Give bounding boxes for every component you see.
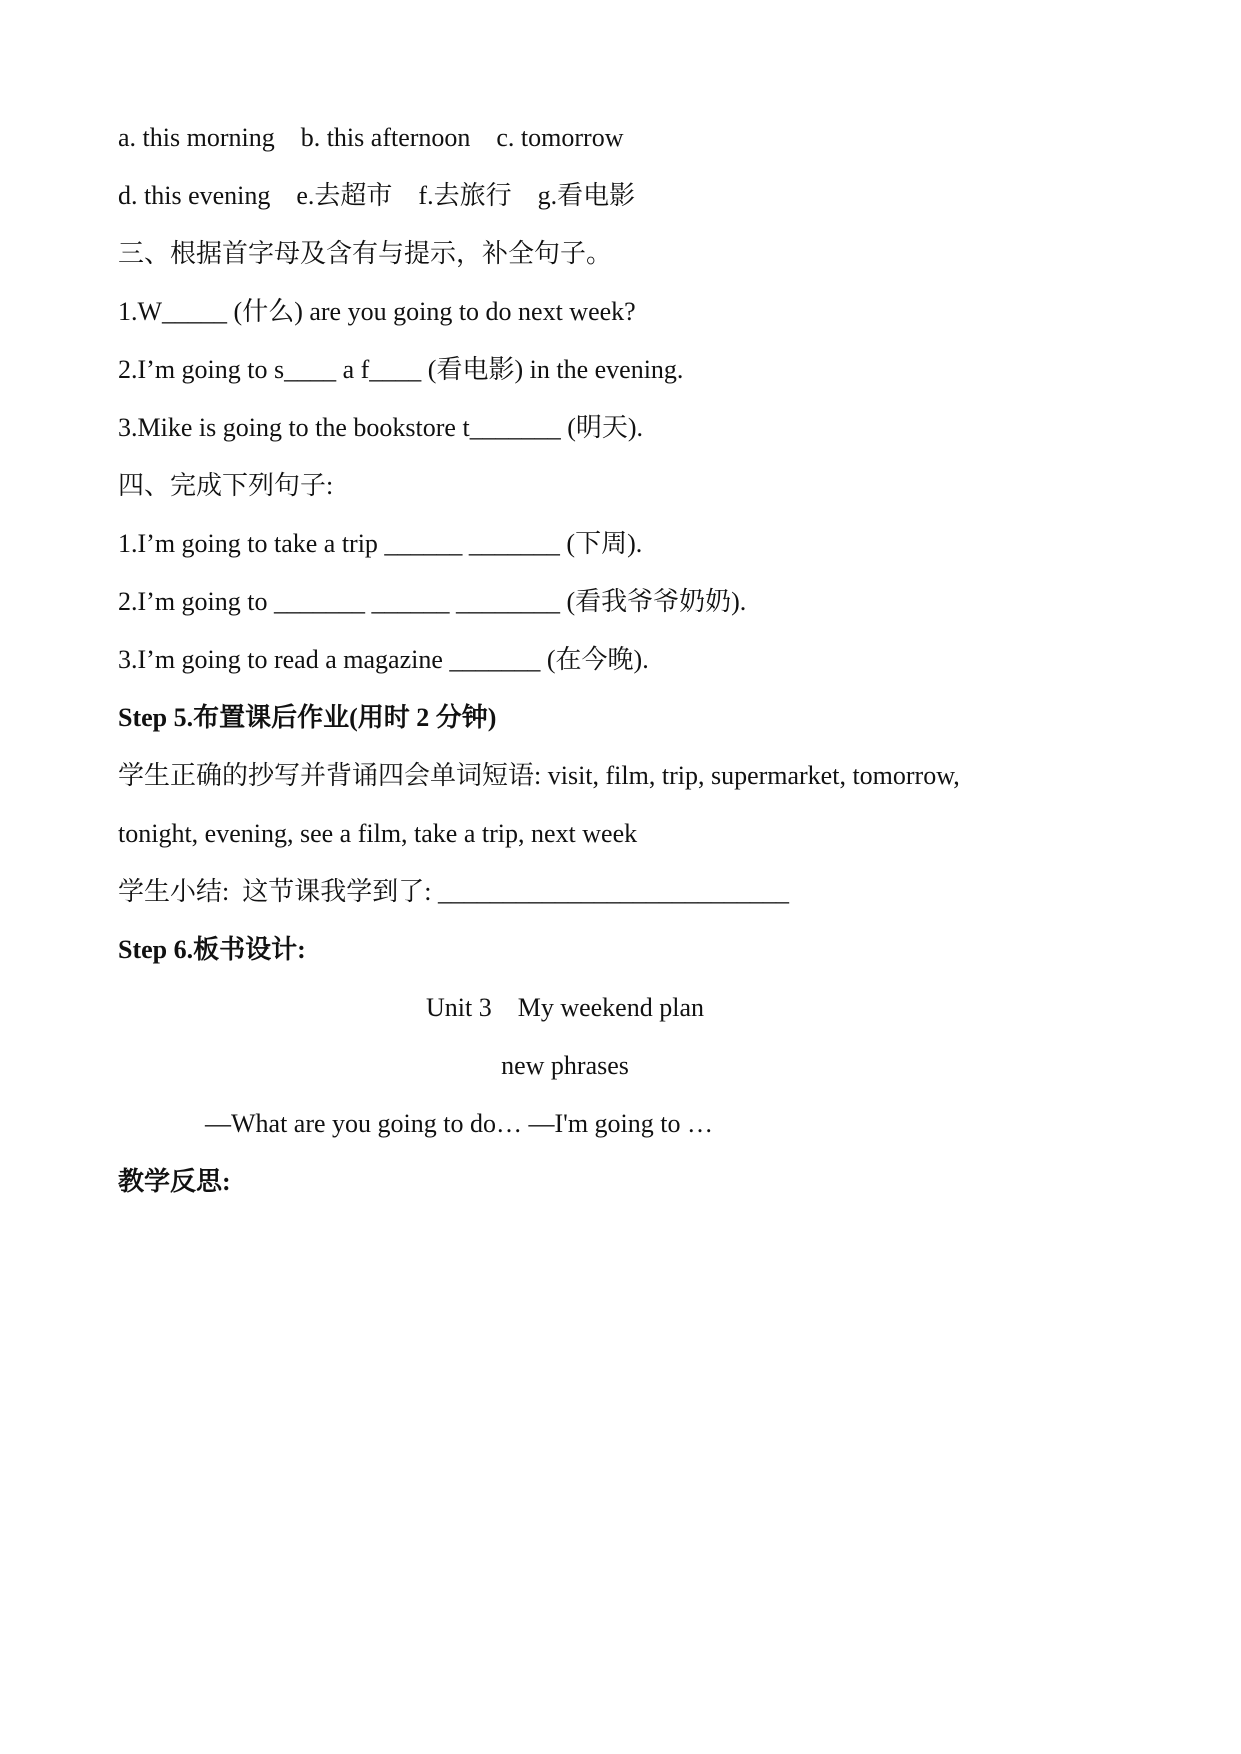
board-dialog: —What are you going to do… —I'm going to …: [205, 1109, 714, 1138]
section-3-question-3: 3.Mike is going to the bookstore t_______ (明天).: [118, 413, 644, 442]
section-3-question-1: 1.W_____ (什么) are you going to do next week?: [118, 297, 636, 326]
section-3-question-2: 2.I’m going to s____ a f____ (看电影) in the evening.: [118, 355, 684, 384]
section-4-question-2: 2.I’m going to _______ ______ ________ (看我爷爷奶奶).: [118, 587, 747, 616]
reflection-heading: 教学反思:: [118, 1167, 231, 1196]
board-title: Unit 3 My weekend plan: [425, 993, 704, 1022]
step-5-text-line-2: tonight, evening, see a film, take a trip, next week: [118, 819, 638, 848]
options-line-1: a. this morning b. this afternoon c. tomorrow: [118, 123, 624, 152]
section-4-heading: 四、完成下列句子:: [118, 471, 334, 500]
step-6-heading: Step 6.板书设计:: [118, 935, 306, 964]
step-5-text-line-1: 学生正确的抄写并背诵四会单词短语: visit, film, trip, supermarket, tomorrow,: [118, 761, 960, 790]
step-5-heading: Step 5.布置课后作业(用时 2 分钟): [118, 703, 497, 732]
section-3-heading: 三、根据首字母及含有与提示，补全句子。: [118, 239, 613, 268]
student-summary: 学生小结: 这节课我学到了: ___________________________: [118, 877, 789, 906]
options-line-2: d. this evening e.去超市 f.去旅行 g.看电影: [118, 181, 636, 210]
board-subtitle: new phrases: [501, 1051, 629, 1080]
section-4-question-1: 1.I’m going to take a trip ______ _______ (下周).: [118, 529, 643, 558]
section-4-question-3: 3.I’m going to read a magazine _______ (在今晚).: [118, 645, 649, 674]
